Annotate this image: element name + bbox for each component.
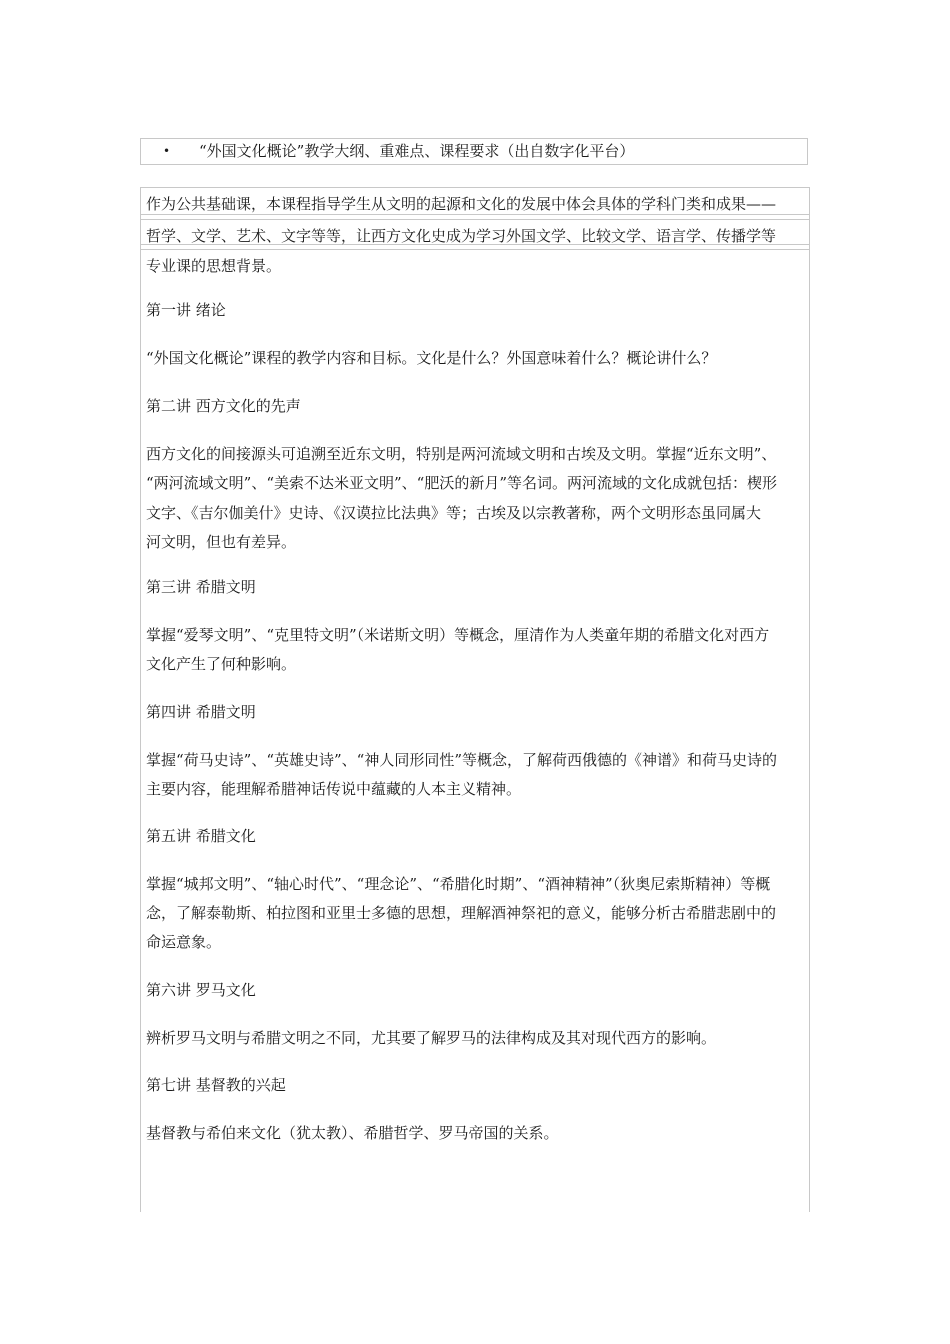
bullet-icon: • bbox=[163, 144, 171, 158]
lecture-title: 第七讲 基督教的兴起 bbox=[146, 1076, 286, 1094]
lecture-text: 文化产生了何种影响。 bbox=[146, 655, 297, 673]
lecture-text: 掌握“荷马史诗”、“英雄史诗”、“神人同形同性”等概念，了解荷西俄德的《神谱》和荷马史诗的 bbox=[146, 751, 778, 769]
row-divider bbox=[141, 249, 809, 250]
lecture-text: 西方文化的间接源头可追溯至近东文明，特别是两河流域文明和古埃及文明。掌握“近东文明”、 bbox=[146, 445, 777, 463]
lecture-title: 第一讲 绪论 bbox=[146, 301, 226, 319]
lecture-text: 掌握“爱琴文明”、“克里特文明”（米诺斯文明）等概念，厘清作为人类童年期的希腊文化对西方 bbox=[146, 626, 770, 644]
lecture-title: 第五讲 希腊文化 bbox=[146, 827, 256, 845]
lecture-text: 主要内容，能理解希腊神话传说中蕴藏的人本主义精神。 bbox=[146, 780, 522, 798]
lecture-title: 第二讲 西方文化的先声 bbox=[146, 397, 301, 415]
lecture-text: 基督教与希伯来文化（犹太教）、希腊哲学、罗马帝国的关系。 bbox=[146, 1124, 559, 1142]
intro-line: 专业课的思想背景。 bbox=[146, 257, 282, 275]
row-divider bbox=[141, 214, 809, 215]
lecture-title: 第六讲 罗马文化 bbox=[146, 981, 256, 999]
lecture-title: 第四讲 希腊文明 bbox=[146, 703, 256, 721]
lecture-text: “外国文化概论”课程的教学内容和目标。文化是什么？外国意味着什么？概论讲什么？ bbox=[146, 349, 717, 367]
lecture-text: 辨析罗马文明与希腊文明之不同，尤其要了解罗马的法律构成及其对现代西方的影响。 bbox=[146, 1029, 717, 1047]
syllabus-content bbox=[140, 187, 810, 1212]
lecture-title: 第三讲 希腊文明 bbox=[146, 578, 256, 596]
intro-line: 哲学、文学、艺术、文字等等，让西方文化史成为学习外国文学、比较文学、语言学、传播学等 bbox=[146, 227, 777, 245]
row-divider bbox=[141, 219, 809, 220]
lecture-text: 文字、《吉尔伽美什》史诗、《汉谟拉比法典》等；古埃及以宗教著称，两个文明形态虽同属大 bbox=[146, 504, 762, 522]
lecture-text: 河文明，但也有差异。 bbox=[146, 533, 297, 551]
document-title-box bbox=[140, 138, 808, 165]
lecture-text: “两河流域文明”、“美索不达米亚文明”、“肥沃的新月”等名词。两河流域的文化成就包括：楔形 bbox=[146, 474, 778, 492]
lecture-text: 命运意象。 bbox=[146, 933, 222, 951]
intro-line: 作为公共基础课，本课程指导学生从文明的起源和文化的发展中体会具体的学科门类和成果—— bbox=[146, 195, 777, 213]
lecture-text: 掌握“城邦文明”、“轴心时代”、“理念论”、“希腊化时期”、“酒神精神”（狄奥尼索斯精神）等概 bbox=[146, 875, 771, 893]
lecture-text: 念，了解泰勒斯、柏拉图和亚里士多德的思想，理解酒神祭祀的意义，能够分析古希腊悲剧中的 bbox=[146, 904, 777, 922]
document-title: “外国文化概论”教学大纲、重难点、课程要求（出自数字化平台） bbox=[199, 142, 635, 160]
